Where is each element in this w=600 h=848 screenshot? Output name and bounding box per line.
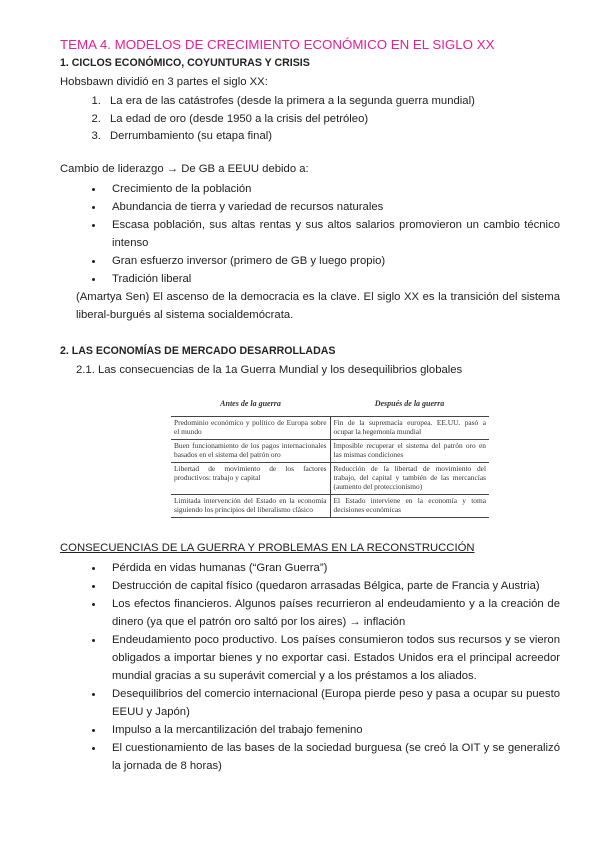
table-cell: Fin de la supremacía europea. EE.UU. pasó a ocupar la hegemonía mundial <box>330 416 489 439</box>
list-item: • Los efectos financieros. Algunos países recurrieron al endeudamiento y a la creación de dinero (ya que el patrón oro saltó por los aires) → inflación <box>104 595 560 631</box>
list-item: 1. La era de las catástrofes (desde la primera a la segunda guerra mundial) <box>104 93 560 111</box>
list-item: 3. Derrumbamiento (su etapa final) <box>104 128 560 146</box>
table-row <box>171 416 489 439</box>
list-item: • Tradición liberal <box>104 270 560 288</box>
table-row <box>171 494 489 517</box>
amartya-sen-note: (Amartya Sen) El ascenso de la democracia es la clave. El siglo XX es la transición del sistema liberal-burgués al sistema socialdemócrata. <box>76 290 560 321</box>
before-after-war-table <box>171 399 489 518</box>
consequences-list <box>60 559 560 775</box>
column-header-before: Antes de la guerra <box>220 398 281 408</box>
subsection-2-1-heading: 2.1. Las consecuencias de la 1a Guerra Mundial y los desequilibrios globales <box>76 363 463 376</box>
column-header-after: Después de la guerra <box>374 398 445 408</box>
table-cell: El Estado interviene en la economía y toma decisiones económicas <box>330 494 489 517</box>
list-item: • Endeudamiento poco productivo. Los países consumieron todos sus recursos y se vieron obligados a importar bienes y no exportar casi. Estados Unidos era el principal acreedor mundial gracias a su superávit comercial y a los préstamos a los aliados. <box>104 631 560 685</box>
table-cell: Reducción de la libertad de movimiento del trabajo, del capital y también de las mercancías (aumento del proteccionismo) <box>330 462 489 494</box>
list-item: 2. La edad de oro (desde 1950 a la crisis del petróleo) <box>104 111 560 129</box>
table-cell: Libertad de movimiento de los factores productivos: trabajo y capital <box>171 462 330 494</box>
leadership-change-intro: Cambio de liderazgo → De GB a EEUU debido a: <box>60 162 309 175</box>
table-cell: Limitada intervención del Estado en la economía siguiendo los principios del liberalismo clásico <box>171 494 330 517</box>
table-cell: Buen funcionamiento de los pagos internacionales basados en el sistema del patrón oro <box>171 439 330 462</box>
consequences-heading: CONSECUENCIAS DE LA GUERRA Y PROBLEMAS EN LA RECONSTRUCCIÓN <box>60 541 475 554</box>
list-item: • Pérdida en vidas humanas (“Gran Guerra”) <box>104 559 560 577</box>
table-row <box>171 462 489 494</box>
list-item: • Gran esfuerzo inversor (primero de GB y luego propio) <box>104 252 560 270</box>
list-item: • El cuestionamiento de las bases de la sociedad burguesa (se creó la OIT y se generalizó la jornada de 8 horas) <box>104 739 560 775</box>
table-row <box>171 439 489 462</box>
section-1-heading: 1. CICLOS ECONÓMICO, COYUNTURAS Y CRISIS <box>60 57 310 69</box>
list-item: • Crecimiento de la población <box>104 180 560 198</box>
list-item: • Abundancia de tierra y variedad de recursos naturales <box>104 198 560 216</box>
list-item: • Desequilibrios del comercio internacional (Europa pierde peso y pasa a ocupar su puesto EEUU y Japón) <box>104 685 560 721</box>
document-title: TEMA 4. MODELOS DE CRECIMIENTO ECONÓMICO EN EL SIGLO XX <box>60 37 495 52</box>
section-2-heading: 2. LAS ECONOMÍAS DE MERCADO DESARROLLADAS <box>60 344 336 357</box>
list-item: • Escasa población, sus altas rentas y sus altos salarios promovieron un cambio técnico intenso <box>104 216 560 252</box>
list-item: • Impulso a la mercantilización del trabajo femenino <box>104 721 560 739</box>
list-item: • Destrucción de capital físico (quedaron arrasadas Bélgica, parte de Francia y Austria) <box>104 577 560 595</box>
century-parts-list <box>60 93 560 146</box>
hobsbawn-intro: Hobsbawn dividió en 3 partes el siglo XX: <box>60 76 268 88</box>
table-cell: Imposible recuperar el sistema del patrón oro en las mismas condiciones <box>330 439 489 462</box>
comparison-table-wrapper <box>60 399 600 518</box>
table-cell: Predominio económico y político de Europa sobre el mundo <box>171 416 330 439</box>
leadership-causes-list <box>60 180 560 288</box>
